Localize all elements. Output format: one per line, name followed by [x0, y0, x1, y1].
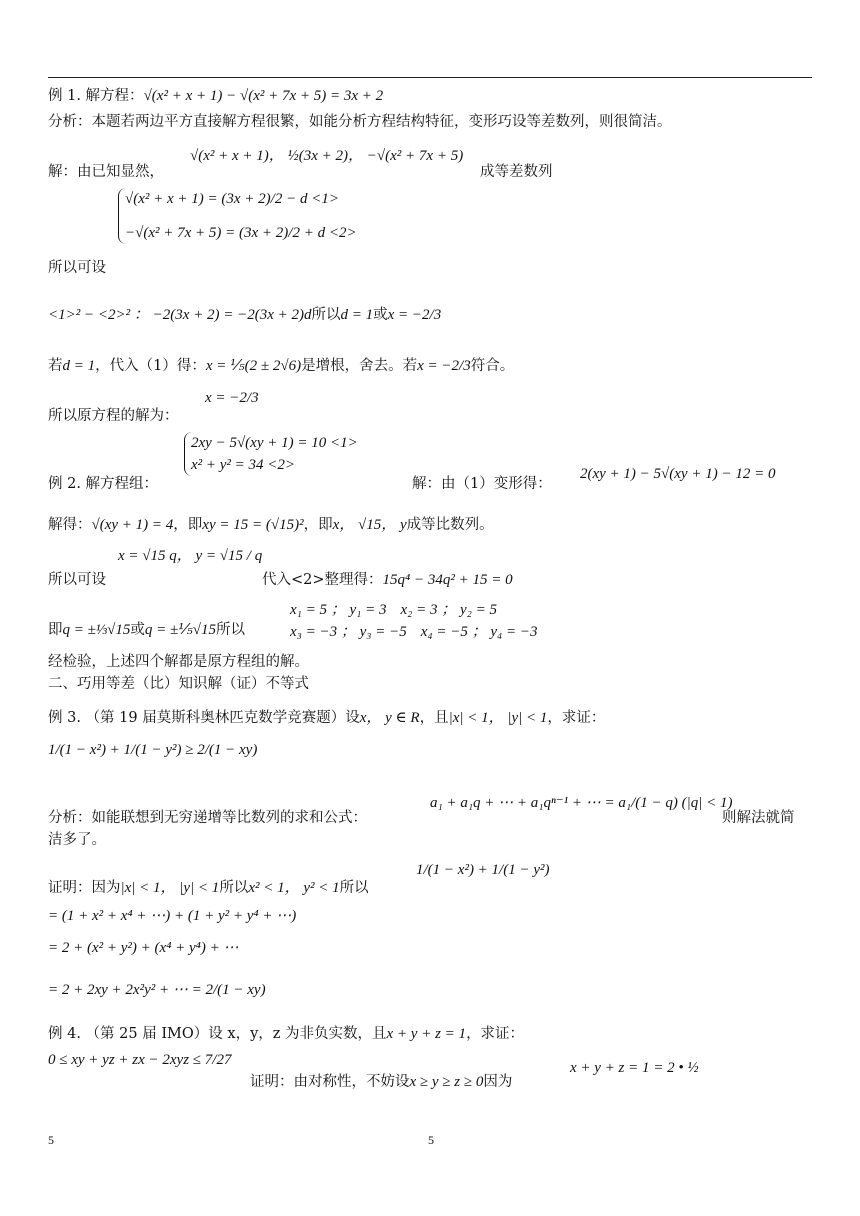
solution-2: x₂ = 3 ； y₂ = 5 [400, 602, 497, 618]
proof-sum: 1/(1 − x²) + 1/(1 − y²) [416, 862, 550, 878]
example1-equation: √(x² + x + 1) − √(x² + 7x + 5) = 3x + 2 [143, 88, 384, 104]
solution-line [48, 162, 164, 182]
solution-3: x₃ = −3 ； y₃ = −5 [290, 624, 407, 640]
section-heading: 二、巧用等差（比）知识解（证）不等式 [48, 676, 309, 692]
proof3-line: 证明：因为|x| < 1， |y| < 1所以x² < 1， y² < 1所以 [48, 880, 369, 896]
difference-math: <1>² − <2>² ： −2(3x + 2) = −2(3x + 2)d [48, 307, 312, 323]
proof3-step2: = 2 + (x² + y²) + (x⁴ + y⁴) + ⋯ [48, 940, 239, 956]
system1-row2: −√(x² + 7x + 5) = (3x + 2)/2 + d <2> [125, 225, 357, 241]
difference-line: <1>² − <2>² ： −2(3x + 2) = −2(3x + 2)d所以d = 1或x = −2/3 [48, 307, 442, 323]
quartic-line: 代入<2>整理得：15q⁴ − 34q² + 15 = 0 [262, 572, 513, 588]
analysis-line [48, 112, 672, 132]
solution-label: 解：由已知显然， [48, 164, 164, 180]
example3-line: 例 3. （第 19 届莫斯科奥林匹克数学竞赛题）设x， y ∈ R，且|x| < 1， |y| < 1，求证： [48, 710, 606, 726]
system2-brace [184, 432, 358, 476]
proof4-math: x + y + z = 1 = 2 • ½ [570, 1060, 699, 1076]
example3-inequality: 1/(1 − x²) + 1/(1 − y²) ≥ 2/(1 − xy) [48, 742, 258, 758]
final-root: x = −2/3 [205, 390, 259, 406]
solution-4: x₄ = −5 ； y₄ = −3 [420, 624, 538, 640]
proof3-step1: = (1 + x² + x⁴ + ⋯) + (1 + y² + y⁴ + ⋯) [48, 908, 297, 924]
example2-transform-math: 2(xy + 1) − 5√(xy + 1) − 12 = 0 [580, 466, 776, 482]
page-number-center: 5 [428, 1133, 434, 1147]
system2-row1: 2xy − 5√(xy + 1) = 10 <1> [191, 435, 358, 451]
extraneous-root: x = ⅕(2 ± 2√6) [205, 358, 302, 374]
geometric-sum-formula: a₁ + a₁q + ⋯ + a₁qⁿ⁻¹ + ⋯ = a₁/(1 − q) (|q| < 1) [430, 795, 733, 811]
arith-seq-math: √(x² + x + 1)， ½(3x + 2)， −√(x² + 7x + 5) [190, 148, 464, 164]
system1-brace [118, 188, 357, 244]
arith-seq-tail: 成等差数列 [480, 164, 553, 180]
solve-line: 解得：√(xy + 1) = 4，即xy = 15 = (√15)²，即x， √15， y成等比数列。 [48, 517, 494, 533]
analysis-text: 分析：本题若两边平方直接解方程很繁，如能分析方程结构特征，变形巧设等差数列，则很简洁。 [48, 114, 672, 130]
analysis3-tail: 则解法就简 [722, 810, 795, 826]
example1-line [48, 86, 383, 106]
analysis3-cont: 洁多了。 [48, 832, 106, 848]
solutions-row [290, 600, 511, 620]
system1-row1: √(x² + x + 1) = (3x + 2)/2 − d <1> [125, 191, 339, 207]
proof4-line: 证明：由对称性，不妨设x ≥ y ≥ z ≥ 0因为 [250, 1074, 513, 1090]
arith-seq-terms [190, 146, 463, 166]
example2-line [48, 474, 158, 494]
root-value: x = −2/3 [387, 307, 442, 323]
system2 [184, 432, 358, 476]
example4-line: 例 4. （第 25 届 IMO）设 x，y，z 为非负实数，且x + y + z = 1，求证： [48, 1026, 525, 1042]
example2-label: 例 2. 解方程组： [48, 476, 159, 492]
solution-1: x₁ = 5 ； y₁ = 3 [290, 602, 387, 618]
system2-row2: x² + y² = 34 <2> [191, 457, 296, 473]
proof3-step3: = 2 + 2xy + 2x²y² + ⋯ = 2/(1 − xy) [48, 982, 266, 998]
verify-line: 经检验，上述四个解都是原方程组的解。 [48, 654, 309, 670]
example4-inequality: 0 ≤ xy + yz + zx − 2xyz ≤ 7/27 [48, 1052, 232, 1068]
page-number-left: 5 [48, 1133, 54, 1147]
example1-label: 例 1. 解方程： [48, 88, 144, 104]
let-line: 所以可设 [48, 260, 106, 276]
example4-label: 例 4. （第 25 届 IMO）设 x，y，z 为非负实数，且 [48, 1026, 387, 1042]
geo-substitution: x = √15 q， y = √15 / q [118, 548, 263, 564]
system1 [118, 188, 357, 244]
example2-transform: 解：由（1）变形得： [412, 476, 552, 492]
quartic-equation: 15q⁴ − 34q² + 15 = 0 [382, 572, 513, 588]
example3-label: 例 3. （第 19 届莫斯科奥林匹克数学竞赛题）设 [48, 710, 360, 726]
substitute-line: 若d = 1，代入（1）得：x = ⅕(2 ± 2√6)是增根，舍去。若x = −2/3符合。 [48, 358, 515, 374]
header-rule [48, 77, 812, 78]
let-line-2: 所以可设 [48, 572, 106, 588]
answer-line: 所以原方程的解为： [48, 408, 179, 424]
solutions-row-2 [290, 622, 537, 642]
analysis3-line: 分析：如能联想到无穷递增等比数列的求和公式： [48, 810, 367, 826]
q-values-line: 即q = ±⅓√15或q = ±⅕√15所以 [48, 622, 245, 638]
